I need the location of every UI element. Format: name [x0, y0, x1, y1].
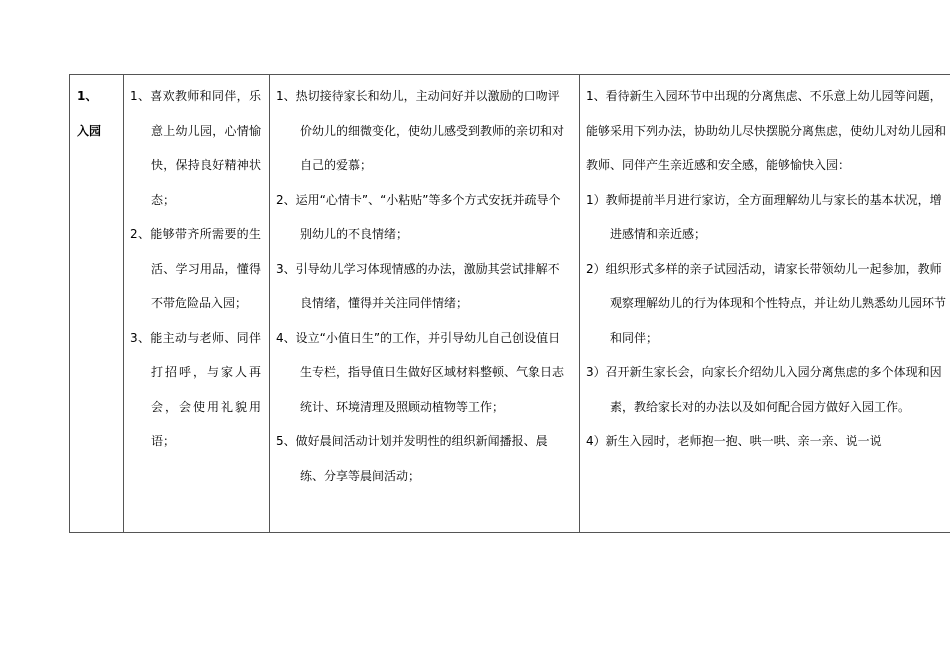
- routine-table: [69, 74, 950, 533]
- goal-item: 1、喜欢教师和同伴，乐意上幼儿园，心情愉快，保持良好精神状态；: [130, 89, 261, 207]
- guidance-cell: [580, 75, 950, 533]
- table-row: [70, 75, 950, 533]
- goals-cell: [124, 75, 270, 533]
- task-item: 1、热切接待家长和幼儿，主动问好并以激励的口吻评价幼儿的细微变化，使幼儿感受到教师的亲切和对自己的爱慕；: [276, 89, 565, 172]
- stage-number: 1、: [77, 89, 98, 103]
- task-item: 3、引导幼儿学习体现情感的办法，激励其尝试排解不良情绪，懂得并关注同伴情绪；: [276, 261, 560, 310]
- task-item: 4、设立“小值日生”的工作，并引导幼儿自己创设值日生专栏，指导值日生做好区域材料整顿、气象日志统计、环境清理及照顾动植物等工作；: [276, 330, 565, 414]
- teacher-tasks-cell: [270, 75, 580, 533]
- guidance-intro: 1、看待新生入园环节中出现的分离焦虑、不乐意上幼儿园等问题，能够采用下列办法，协助幼儿尽快摆脱分离焦虑，使幼儿对幼儿园和教师、同伴产生亲近感和安全感，能够愉快入园：: [586, 89, 947, 172]
- guidance-item: 4）新生入园时，老师抱一抱、哄一哄、亲一亲、说一说: [586, 434, 882, 448]
- stage-label: 入园: [77, 123, 102, 138]
- goal-item: 3、能主动与老师、同伴打招呼，与家人再会，会使用礼貌用语；: [130, 330, 261, 448]
- guidance-item: 1）教师提前半月进行家访，全方面理解幼儿与家长的基本状况，增进感情和亲近感；: [586, 192, 942, 241]
- task-item: 5、做好晨间活动计划并发明性的组织新闻播报、晨练、分享等晨间活动；: [276, 434, 548, 483]
- guidance-item: 3）召开新生家长会，向家长介绍幼儿入园分离焦虑的多个体现和因素，教给家长对的办法以及如何配合园方做好入园工作。: [586, 365, 942, 414]
- guidance-item: 2）组织形式多样的亲子试园活动，请家长带领幼儿一起参加，教师观察理解幼儿的行为体现和个性特点，并让幼儿熟悉幼儿园环节和同伴；: [586, 261, 947, 345]
- task-item: 2、运用“心情卡”、“小粘贴”等多个方式安抚并疏导个别幼儿的不良情绪；: [276, 192, 561, 241]
- stage-cell: [70, 75, 124, 533]
- goal-item: 2、能够带齐所需要的生活、学习用品，懂得不带危险品入园；: [130, 227, 261, 310]
